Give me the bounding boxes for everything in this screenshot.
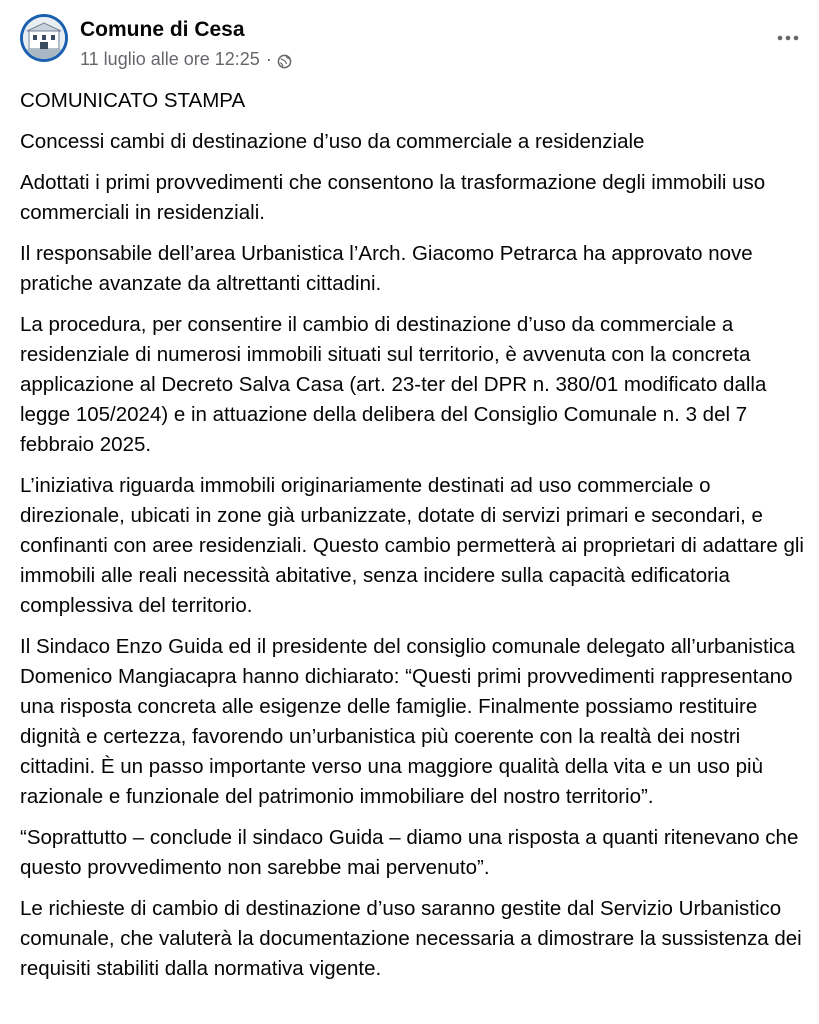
meta-separator: · (265, 49, 272, 69)
post-meta (80, 49, 292, 70)
post-paragraph: La procedura, per consentire il cambio di destinazione d’uso da commerciale a residenziale di numerosi immobili situati sul territorio, è avvenuta con la concreta applicazione al Decreto Salva Casa (art. 23-ter del DPR n. 380/01 modificato dalla legge 105/2024) e in attuazione della delibera del Consiglio Comunale n. 3 del 7 febbraio 2025. (20, 313, 767, 456)
post-paragraph: COMUNICATO STAMPA (20, 89, 246, 112)
page-avatar[interactable] (20, 14, 68, 62)
post-paragraph: Il responsabile dell’area Urbanistica l’Arch. Giacomo Petrarca ha approvato nove pratiche avanzate da altrettanti cittadini. (20, 242, 753, 295)
globe-icon[interactable] (277, 53, 292, 68)
page-name[interactable]: Comune di Cesa (80, 18, 245, 41)
post-paragraph: Il Sindaco Enzo Guida ed il presidente del consiglio comunale delegato all’urbanistica Domenico Mangiacapra hanno dichiarato: “Questi primi provvedimenti rappresentano una risposta concreta alle esigenze delle famiglie. Finalmente possiamo restituire dignità e certezza, favorendo un’urbanistica più coerente con la realtà dei nostri cittadini. È un passo importante verso una maggiore qualità della vita e un uso più razionale e funzionale del patrimonio immobiliare del nostro territorio”. (20, 635, 795, 808)
post-paragraph: Le richieste di cambio di destinazione d’uso saranno gestite dal Servizio Urbanistico comunale, che valuterà la documentazione necessaria a dimostrare la sussistenza dei requisiti stabiliti dalla normativa vigente. (20, 897, 802, 980)
town-hall-logo (23, 17, 65, 59)
post-body (20, 86, 812, 995)
more-horizontal-icon (777, 35, 799, 41)
post-paragraph: L’iniziativa riguarda immobili originariamente destinati ad uso commerciale o direzionale, ubicati in zone già urbanizzate, dotate di servizi primari e secondari, e confinanti con aree residenziali. Questo cambio permetterà ai proprietari di adattare gli immobili alle reali necessità abitative, senza incidere sulla capacità edificatoria complessiva del territorio. (20, 474, 804, 617)
post-paragraph: Concessi cambi di destinazione d’uso da commerciale a residenziale (20, 130, 645, 153)
post-paragraph: “Soprattutto – conclude il sindaco Guida – diamo una risposta a quanti ritenevano che questo provvedimento non sarebbe mai pervenuto”. (20, 826, 799, 879)
avatar-image (23, 17, 65, 59)
post-timestamp[interactable]: 11 luglio alle ore 12:25 (80, 49, 260, 69)
more-options-button[interactable] (773, 26, 803, 50)
post-header (20, 14, 819, 74)
post-paragraph: Adottati i primi provvedimenti che consentono la trasformazione degli immobili uso commerciali in residenziali. (20, 171, 766, 224)
